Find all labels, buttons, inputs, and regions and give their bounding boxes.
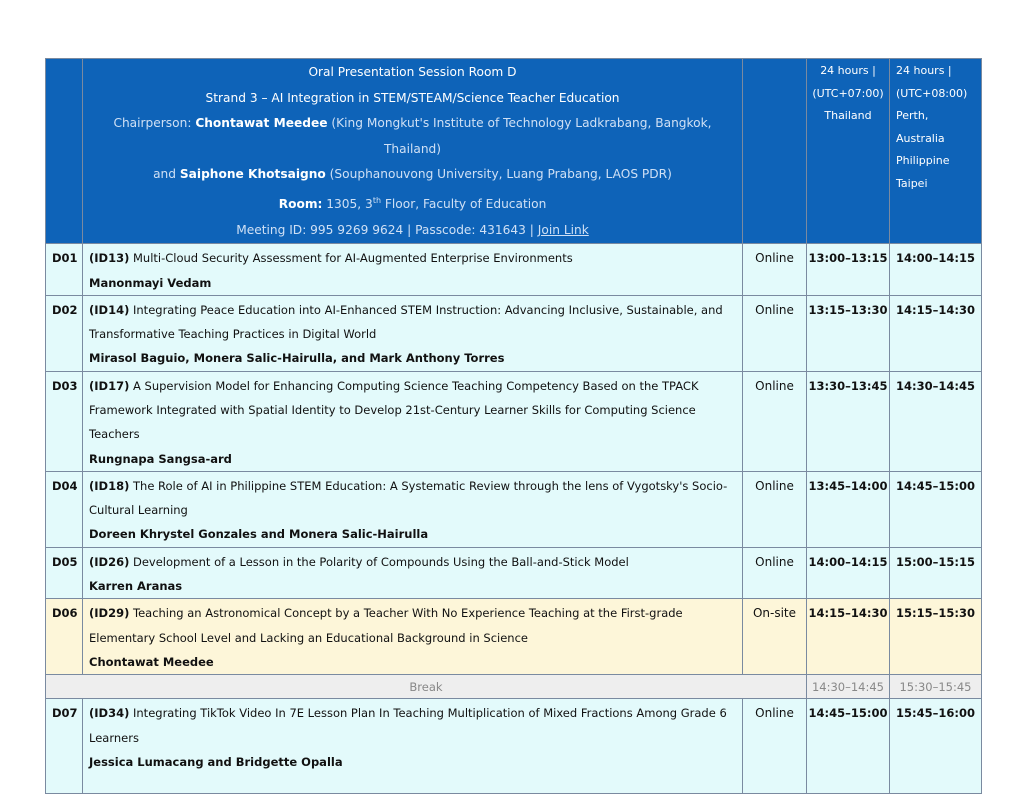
- meeting-line: Meeting ID: 995 9269 9624 | Passcode: 431643 | Join Link: [236, 222, 589, 237]
- session-id: D05: [52, 554, 78, 569]
- header-blank-cell: [46, 59, 83, 244]
- tz2-line4: Australia: [896, 131, 945, 145]
- session-id: D02: [52, 302, 78, 317]
- header-info-cell: [83, 59, 743, 244]
- tz2-line1: 24 hours |: [896, 64, 952, 77]
- time-thailand: 14:45–15:00: [808, 706, 888, 721]
- presentation-mode: Online: [755, 554, 794, 569]
- break-label: Break: [46, 675, 807, 699]
- time-perth: 14:00–14:15: [896, 251, 975, 266]
- paper-title: A Supervision Model for Enhancing Computing Science Teaching Competency Based on the TPACK Framework Integrated with Spatial Identity to Develop 21st-Century Learner Skills for Computing Science Teachers: [89, 378, 699, 442]
- tz1-line3: Thailand: [824, 109, 872, 122]
- room-line: Room: 1305, 3th Floor, Faculty of Education: [278, 195, 547, 212]
- tz1-line2: (UTC+07:00): [812, 86, 884, 100]
- presentation-mode: Online: [755, 302, 794, 317]
- break-row: [46, 675, 982, 699]
- tz2-line3: Perth,: [896, 109, 929, 122]
- paper-authors: Chontawat Meedee: [89, 654, 214, 669]
- strand-title: Strand 3 – AI Integration in STEM/STEAM/Science Teacher Education: [205, 90, 620, 105]
- paper-title: Development of a Lesson in the Polarity of Compounds Using the Ball-and-Stick Model: [129, 554, 629, 569]
- chairperson2-line: and Saiphone Khotsaigno (Souphanouvong University, Luang Prabang, LAOS PDR): [153, 167, 672, 182]
- paper-id: (ID14): [89, 302, 130, 317]
- time-perth: 14:45–15:00: [896, 478, 975, 493]
- header-tz1-cell: [807, 59, 890, 244]
- break-time-thailand: 14:30–14:45: [807, 675, 890, 699]
- paper-authors: Rungnapa Sangsa-ard: [89, 451, 232, 466]
- tz2-line5: Philippine: [896, 154, 950, 167]
- time-perth: 15:15–15:30: [896, 606, 975, 621]
- chairperson-line: Chairperson: Chontawat Meedee (King Mongkut's Institute of Technology Ladkrabang, Bangkok, Thailand): [113, 116, 712, 156]
- session-id: D04: [52, 478, 78, 493]
- presentation-mode: Online: [755, 251, 794, 266]
- time-thailand: 14:00–14:15: [808, 554, 888, 569]
- paper-id: (ID29): [89, 606, 130, 621]
- table-row: [46, 547, 982, 599]
- time-perth: 14:15–14:30: [896, 302, 975, 317]
- paper-title: Integrating TikTok Video In 7E Lesson Plan In Teaching Multiplication of Mixed Fractions Among Grade 6 Learners: [89, 706, 727, 745]
- paper-authors: Jessica Lumacang and Bridgette Opalla: [89, 754, 343, 769]
- presentation-mode: On-site: [752, 606, 797, 621]
- paper-id: (ID13): [89, 251, 130, 266]
- chair1-name: Chontawat Meedee: [195, 116, 328, 131]
- table-row-onsite: [46, 599, 982, 675]
- time-thailand: 13:45–14:00: [808, 478, 888, 493]
- tz2-line6: Taipei: [896, 176, 928, 190]
- time-thailand: 14:15–14:30: [808, 606, 888, 621]
- paper-id: (ID26): [89, 554, 130, 569]
- time-thailand: 13:30–13:45: [808, 378, 888, 393]
- session-id: D03: [52, 378, 78, 393]
- paper-id: (ID18): [89, 478, 130, 493]
- presentation-mode: Online: [755, 706, 794, 721]
- session-id: D06: [52, 606, 78, 621]
- paper-authors: Karren Aranas: [89, 579, 183, 594]
- table-row: [46, 371, 982, 471]
- time-thailand: 13:15–13:30: [808, 302, 888, 317]
- break-time-perth: 15:30–15:45: [890, 675, 982, 699]
- header-mode-cell: [743, 59, 807, 244]
- time-thailand: 13:00–13:15: [808, 251, 888, 266]
- paper-authors: Manonmayi Vedam: [89, 275, 212, 290]
- paper-title: The Role of AI in Philippine STEM Education: A Systematic Review through the lens of Vygotsky's Socio-Cultural Learning: [89, 478, 728, 518]
- tz1-line1: 24 hours |: [820, 64, 876, 77]
- paper-title: Teaching an Astronomical Concept by a Teacher With No Experience Teaching at the First-grade Elementary School Level and Lacking an Educational Background in Science: [89, 606, 683, 645]
- presentation-mode: Online: [755, 478, 794, 493]
- paper-title: Integrating Peace Education into AI-Enhanced STEM Instruction: Advancing Inclusive, Sustainable, and Transformative Teaching Practices in Digital World: [89, 302, 723, 342]
- session-title: Oral Presentation Session Room D: [308, 65, 517, 79]
- session-id: D01: [52, 251, 78, 266]
- time-perth: 15:00–15:15: [896, 554, 975, 569]
- session-id: D07: [52, 706, 78, 721]
- paper-title: Multi-Cloud Security Assessment for AI-Augmented Enterprise Environments: [129, 251, 573, 266]
- table-row: [46, 699, 982, 794]
- table-row: [46, 244, 982, 296]
- paper-id: (ID17): [89, 378, 130, 393]
- header-row: [46, 59, 982, 244]
- join-link[interactable]: Join Link: [537, 222, 589, 237]
- header-tz2-cell: [890, 59, 982, 244]
- time-perth: 15:45–16:00: [896, 706, 975, 721]
- table-row: [46, 295, 982, 371]
- presentation-mode: Online: [755, 378, 794, 393]
- paper-authors: Mirasol Baguio, Monera Salic-Hairulla, and Mark Anthony Torres: [89, 351, 505, 366]
- chair2-name: Saiphone Khotsaigno: [179, 167, 326, 182]
- table-row: [46, 471, 982, 547]
- paper-id: (ID34): [89, 706, 130, 721]
- tz2-line2: (UTC+08:00): [896, 86, 968, 100]
- schedule-table: [45, 58, 982, 794]
- time-perth: 14:30–14:45: [896, 378, 975, 393]
- paper-authors: Doreen Khrystel Gonzales and Monera Salic-Hairulla: [89, 527, 429, 542]
